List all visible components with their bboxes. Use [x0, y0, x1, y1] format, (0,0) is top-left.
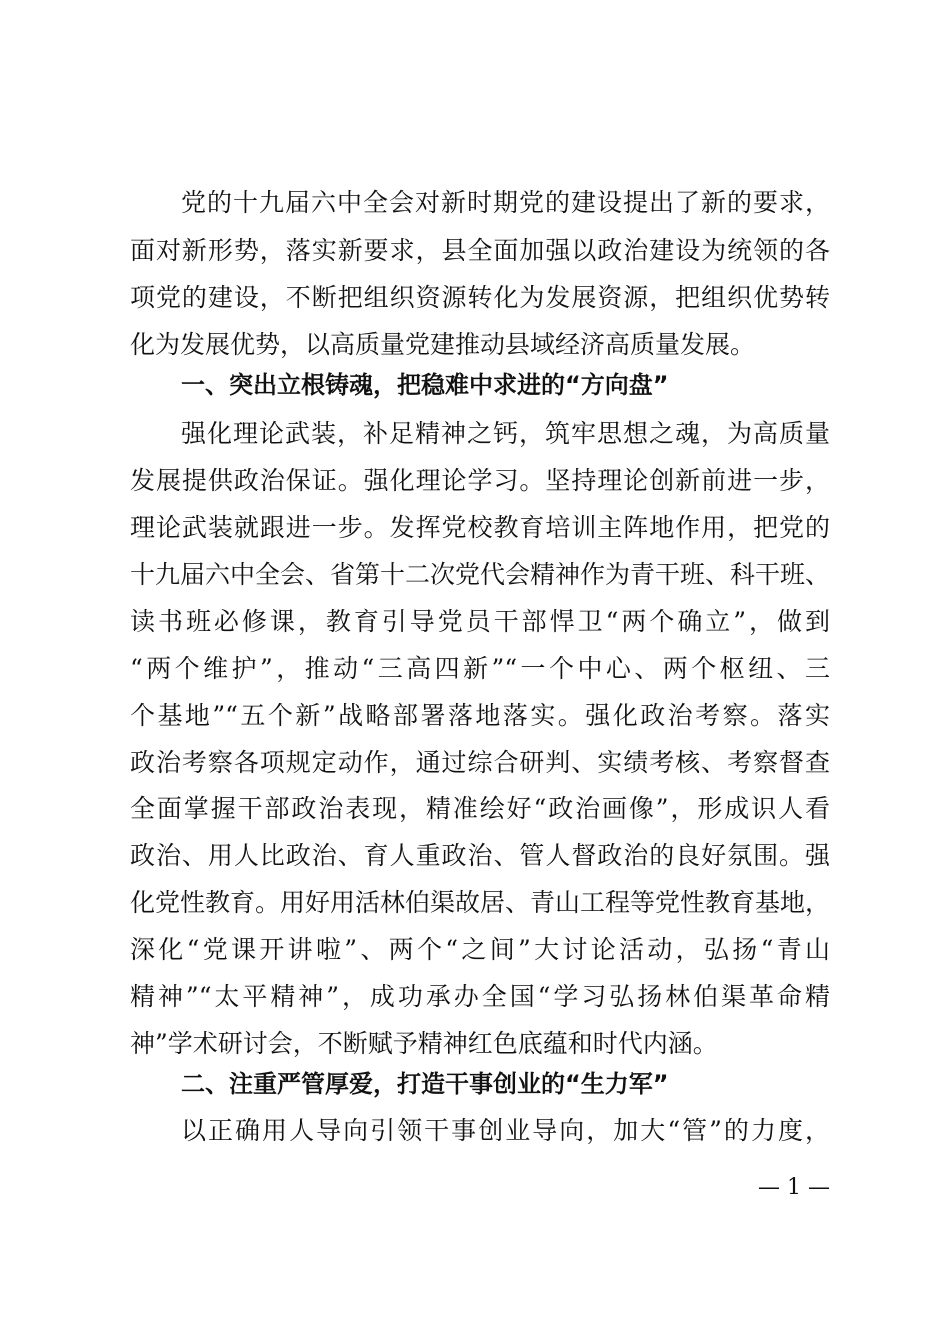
paragraph-2-line-4: 十九届六中全会、省第十二次党代会精神作为青干班、科干班、	[130, 560, 830, 589]
paragraph-2-line-14: 神”学术研讨会，不断赋予精神红色底蕴和时代内涵。	[130, 1029, 718, 1058]
paragraph-2-line-13: 精神”“太平精神”，成功承办全国“学习弘扬林伯渠革命精	[130, 982, 830, 1011]
paragraph-2-line-3: 理论武装就跟进一步。发挥党校教育培训主阵地作用，把党的	[130, 513, 830, 542]
section-heading-2: 二、注重严管厚爱，打造干事创业的“生力军”	[181, 1070, 669, 1098]
paragraph-1-line-1: 党的十九届六中全会对新时期党的建设提出了新的要求，	[181, 188, 830, 217]
page-number: — 1 —	[758, 1175, 830, 1200]
paragraph-1-line-2: 面对新形势，落实新要求，县全面加强以政治建设为统领的各	[130, 236, 830, 265]
paragraph-2-line-5: 读书班必修课，教育引导党员干部悍卫“两个确立”，做到	[130, 607, 830, 636]
paragraph-1-line-3: 项党的建设，不断把组织资源转化为发展资源，把组织优势转	[130, 283, 830, 312]
paragraph-2-line-1: 强化理论武装，补足精神之钙，筑牢思想之魂，为高质量	[181, 419, 830, 448]
paragraph-2-line-11: 化党性教育。用好用活林伯渠故居、青山工程等党性教育基地，	[130, 888, 830, 917]
paragraph-3-line-1: 以正确用人导向引领干事创业导向，加大“管”的力度，	[181, 1116, 830, 1145]
paragraph-2-line-7: 个基地”“五个新”战略部署落地落实。强化政治考察。落实	[130, 701, 830, 730]
paragraph-2-line-8: 政治考察各项规定动作，通过综合研判、实绩考核、考察督查	[130, 748, 830, 777]
paragraph-2-line-12: 深化“党课开讲啦”、两个“之间”大讨论活动，弘扬“青山	[130, 935, 830, 964]
paragraph-2-line-10: 政治、用人比政治、育人重政治、管人督政治的良好氛围。强	[130, 841, 830, 870]
section-heading-1: 一、突出立根铸魂，把稳难中求进的“方向盘”	[181, 371, 669, 399]
paragraph-1-line-4: 化为发展优势，以高质量党建推动县域经济高质量发展。	[130, 330, 756, 359]
paragraph-2-line-6: “两个维护”，推动“三高四新”“一个中心、两个枢纽、三	[130, 654, 830, 683]
paragraph-2-line-9: 全面掌握干部政治表现，精准绘好“政治画像”，形成识人看	[130, 794, 830, 823]
paragraph-2-line-2: 发展提供政治保证。强化理论学习。坚持理论创新前进一步，	[130, 466, 830, 495]
